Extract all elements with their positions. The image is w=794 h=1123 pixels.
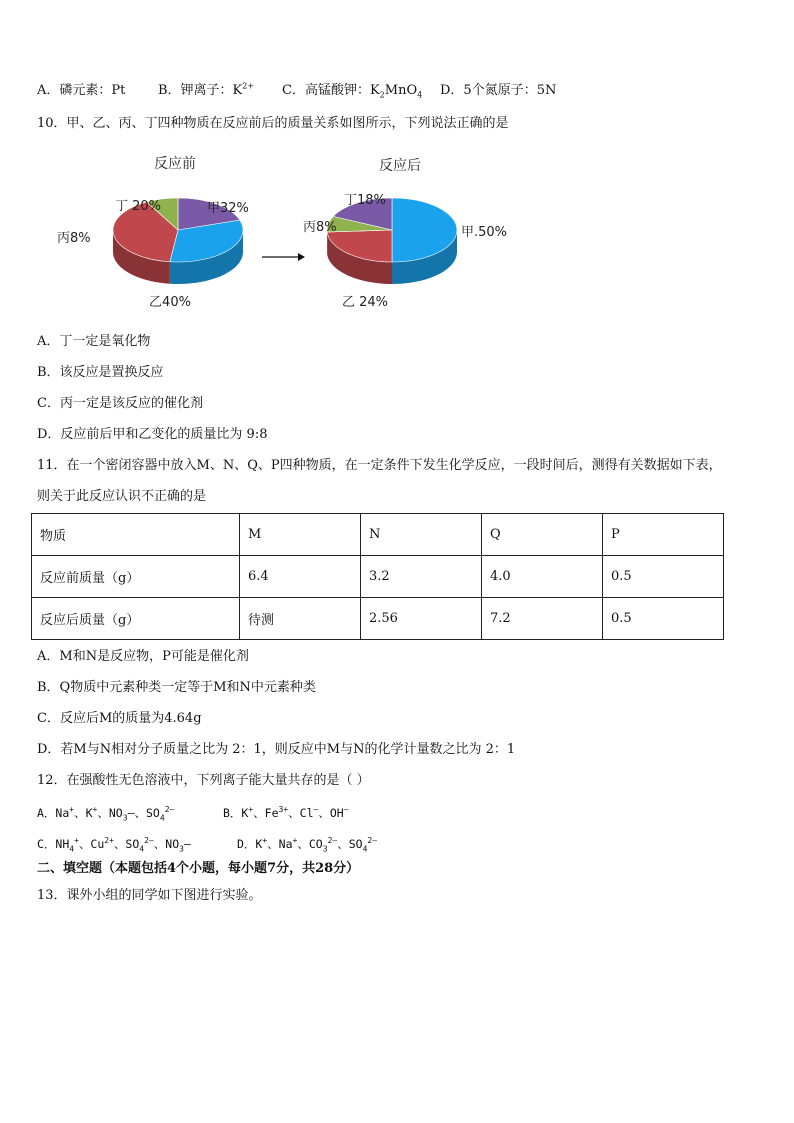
table-cell: 7.2 xyxy=(482,598,603,640)
table-cell: Q xyxy=(482,514,603,556)
q12-option-a: A．Na+、K+、$NO_3—$、$SO_4^{2—}$ xyxy=(37,805,175,823)
q12-options-row2 xyxy=(37,835,377,853)
pie-chart-before xyxy=(57,156,249,310)
pie-chart-after xyxy=(303,158,507,310)
table-row xyxy=(32,556,724,598)
table-cell: N xyxy=(361,514,482,556)
table-row xyxy=(32,598,724,640)
q9-option-b: B．钾离子：$K^{2+}$ xyxy=(158,81,255,98)
q12-option-b: B．K+、$Fe^{3+}$、Cl—、OH— xyxy=(223,805,349,820)
q9-options-row xyxy=(37,82,556,100)
q10-option-d: D．反应前后甲和乙变化的质量比为 9:8 xyxy=(37,427,268,442)
q9-option-a: A．磷元素：Pt xyxy=(37,83,126,98)
pie-slice-label: 甲.50% xyxy=(461,225,508,240)
q11-stem-line2: 则关于此反应认识不正确的是 xyxy=(37,489,207,504)
table-cell: 待测 xyxy=(240,598,361,640)
q11-option-c: C．反应后M的质量为4.64g xyxy=(37,711,202,726)
pie-slice-label: 乙40% xyxy=(149,295,191,310)
q10-option-b: B．该反应是置换反应 xyxy=(37,365,164,380)
pie-slice-label: 甲32% xyxy=(207,201,249,216)
pie-slice-label: 丙8% xyxy=(57,231,91,246)
q11-option-b: B．Q物质中元素种类一定等于M和N中元素种类 xyxy=(37,680,316,695)
pie-slice-label: 丁 20% xyxy=(115,199,162,214)
q11-stem-line1: 11．在一个密闭容器中放入M、N、Q、P四种物质，在一定条件下发生化学反应，一段时间后，测得有关数据如下表， xyxy=(37,458,722,473)
q11-data-table xyxy=(31,513,724,640)
q12-option-c: C．$NH_4^+$、$Cu^{2+}$、$SO_4^{2—}$、$NO_3—$ xyxy=(37,836,191,854)
table-cell: 2.56 xyxy=(361,598,482,640)
table-cell: M xyxy=(240,514,361,556)
q9-option-d: D．5个氮原子：5N xyxy=(440,83,557,98)
pie-before-title: 反应前 xyxy=(154,156,196,172)
table-cell: 反应后质量（g） xyxy=(32,598,240,640)
table-cell: 6.4 xyxy=(240,556,361,598)
table-cell: 反应前质量（g） xyxy=(32,556,240,598)
pie-after-title: 反应后 xyxy=(379,158,421,174)
reaction-arrow xyxy=(262,253,305,261)
q11-option-a: A．M和N是反应物，P可能是催化剂 xyxy=(37,649,249,664)
pie-slice-label: 丁18% xyxy=(344,193,386,208)
table-cell: P xyxy=(603,514,724,556)
q10-option-c: C．丙一定是该反应的催化剂 xyxy=(37,396,203,411)
q11-option-d: D．若M与N相对分子质量之比为 2：1，则反应中M与N的化学计量数之比为 2：1 xyxy=(37,742,516,757)
table-cell: 3.2 xyxy=(361,556,482,598)
table-cell: 4.0 xyxy=(482,556,603,598)
q12-stem: 12．在强酸性无色溶液中，下列离子能大量共存的是（ ） xyxy=(37,773,370,788)
q10-stem: 10．甲、乙、丙、丁四种物质在反应前后的质量关系如图所示，下列说法正确的是 xyxy=(37,116,509,131)
pie-slice-label: 乙 24% xyxy=(342,295,389,310)
table-cell: 0.5 xyxy=(603,598,724,640)
pie-charts xyxy=(0,148,794,328)
q12-options-row1 xyxy=(37,804,349,822)
table-cell: 0.5 xyxy=(603,556,724,598)
pie-slice-label: 丙8% xyxy=(303,220,337,235)
table-cell: 物质 xyxy=(32,514,240,556)
table-row xyxy=(32,514,724,556)
q9-option-c: C．高锰酸钾：$K_2MnO_4$ xyxy=(282,83,423,100)
q10-option-a: A．丁一定是氧化物 xyxy=(37,334,151,349)
q12-option-d: D．K+、Na+、$CO_3^{2—}$、$SO_4^{2—}$ xyxy=(237,836,378,854)
section-2-title: 二、填空题（本题包括4个小题，每小题7分，共28分） xyxy=(37,861,360,876)
q13-stem: 13．课外小组的同学如下图进行实验。 xyxy=(37,888,262,903)
